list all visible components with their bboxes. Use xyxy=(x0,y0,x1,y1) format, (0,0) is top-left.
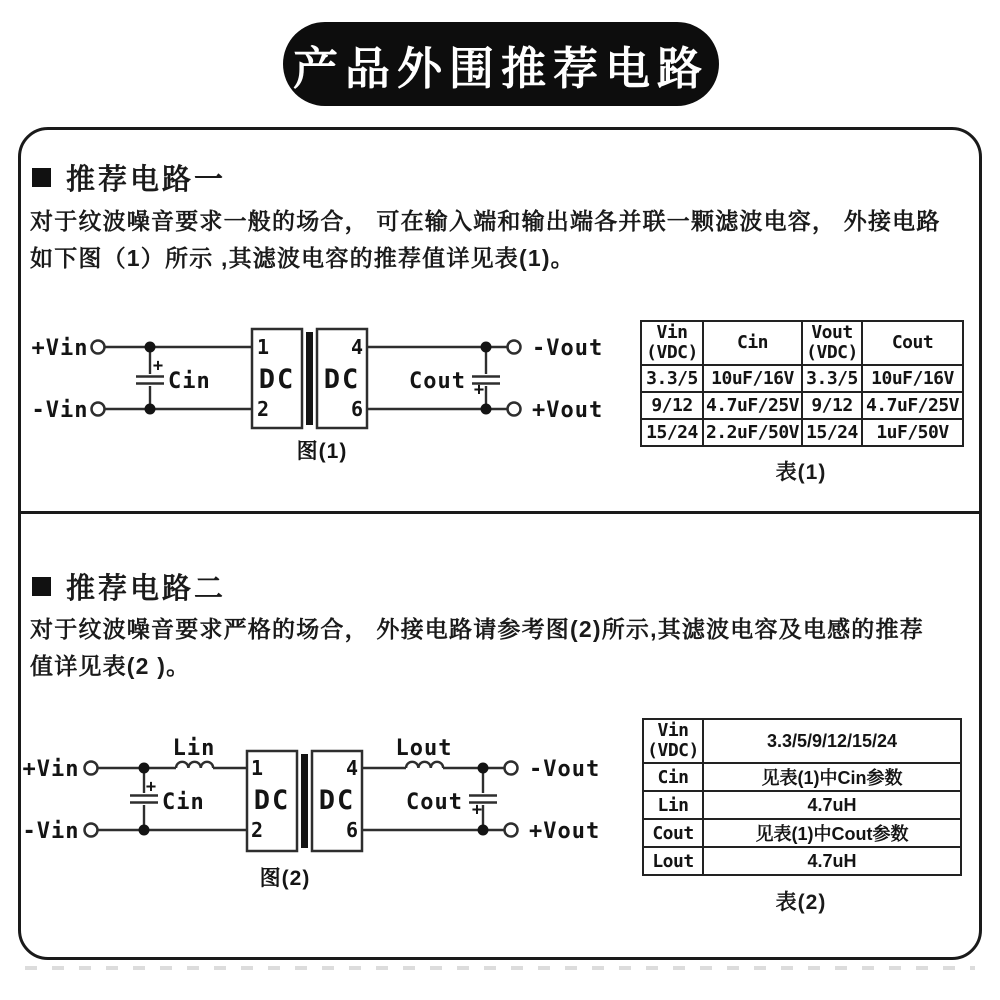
junction-dot xyxy=(139,825,150,836)
section1-para-line2: 如下图（1）所示 ,其滤波电容的推荐值详见表(1)。 xyxy=(30,245,575,271)
inductor-lout xyxy=(406,762,443,768)
table2-header-row xyxy=(643,719,961,763)
table-1 xyxy=(640,320,964,447)
label-pin1: 1 xyxy=(257,335,270,359)
section2-paragraph xyxy=(30,611,980,685)
table-cell: 4.7uF/25V xyxy=(703,392,802,419)
label-cout-polarity: + xyxy=(471,800,483,820)
label-pin4: 4 xyxy=(345,756,358,780)
circuit-diagram-1 xyxy=(20,310,620,475)
terminal-vin-neg xyxy=(85,824,98,837)
section1-paragraph xyxy=(30,203,980,277)
table-cell: 9/12 xyxy=(641,392,703,419)
table-row xyxy=(643,847,961,875)
table1-caption: 表(1) xyxy=(775,461,827,484)
label-lout: Lout xyxy=(395,736,453,761)
label-dc-left: DC xyxy=(258,364,296,395)
junction-dot xyxy=(145,404,156,415)
label-vin-neg: -Vin xyxy=(22,819,80,844)
table-cell: 9/12 xyxy=(802,392,862,419)
label-pin6: 6 xyxy=(345,818,358,842)
label-vin-neg: -Vin xyxy=(31,398,89,423)
junction-dot xyxy=(478,763,489,774)
table-row xyxy=(641,419,963,446)
table-cell: 见表(1)中Cin参数 xyxy=(703,763,961,791)
table1-header-vout: Vout (VDC) xyxy=(802,321,862,365)
label-vout-neg: -Vout xyxy=(529,757,601,782)
table1-header-row xyxy=(641,321,963,365)
table-cell: 4.7uH xyxy=(703,791,961,819)
label-vout-neg: -Vout xyxy=(532,336,604,361)
table-cell: 3.3/5 xyxy=(802,365,862,392)
table1-header-vin: Vin (VDC) xyxy=(641,321,703,365)
terminal-vin-pos xyxy=(85,762,98,775)
label-dc-right: DC xyxy=(318,785,356,816)
page-title: 产品外围推荐电路 xyxy=(292,42,709,94)
label-vout-pos: +Vout xyxy=(529,819,601,844)
table-row xyxy=(643,763,961,791)
isolation-bar xyxy=(306,332,313,425)
circuit-diagram-2 xyxy=(20,700,620,900)
section1-para-line1: 对于纹波噪音要求一般的场合， 可在输入端和输出端各并联一颗滤波电容， 外接电路 xyxy=(30,208,941,234)
label-cout: Cout xyxy=(406,790,463,815)
table2-caption: 表(2) xyxy=(775,891,827,914)
figure1-caption: 图(1) xyxy=(296,440,348,463)
junction-dot xyxy=(139,763,150,774)
table-cell: 10uF/16V xyxy=(862,365,963,392)
isolation-bar xyxy=(301,754,308,848)
section2-heading xyxy=(32,569,226,603)
section1-heading xyxy=(32,160,226,194)
inductor-lin xyxy=(176,762,213,768)
terminal-vin-pos xyxy=(92,341,105,354)
label-lin: Lin xyxy=(172,736,216,761)
label-cin: Cin xyxy=(168,369,211,394)
junction-dot xyxy=(481,342,492,353)
table-cell: 4.7uH xyxy=(703,847,961,875)
terminal-vout-pos xyxy=(508,403,521,416)
bottom-dashed-line xyxy=(25,966,975,970)
table-cell: 1uF/50V xyxy=(862,419,963,446)
label-vin-pos: +Vin xyxy=(31,336,89,361)
section-divider xyxy=(21,511,979,514)
table-cell: Cin xyxy=(643,763,703,791)
label-dc-right: DC xyxy=(323,364,361,395)
section2-heading-text: 推荐电路二 xyxy=(66,572,227,605)
table-cell: Cout xyxy=(643,819,703,847)
table-cell: 见表(1)中Cout参数 xyxy=(703,819,961,847)
square-bullet-icon xyxy=(32,577,51,596)
terminal-vout-neg xyxy=(505,762,518,775)
table2-key-vin: Vin (VDC) xyxy=(643,719,703,763)
terminal-vout-pos xyxy=(505,824,518,837)
label-vin-pos: +Vin xyxy=(22,757,80,782)
table-cell: 3.3/5 xyxy=(641,365,703,392)
label-vout-pos: +Vout xyxy=(532,398,604,423)
table-cell: 2.2uF/50V xyxy=(703,419,802,446)
label-cin: Cin xyxy=(162,790,205,815)
square-bullet-icon xyxy=(32,168,51,187)
label-cout-polarity: + xyxy=(473,380,485,400)
label-pin2: 2 xyxy=(257,397,270,421)
table-cell: 15/24 xyxy=(641,419,703,446)
label-pin1: 1 xyxy=(251,756,264,780)
section1-heading-text: 推荐电路一 xyxy=(66,163,227,196)
junction-dot xyxy=(478,825,489,836)
table-row xyxy=(641,392,963,419)
table-cell: Lin xyxy=(643,791,703,819)
table-row xyxy=(643,819,961,847)
table-cell: 15/24 xyxy=(802,419,862,446)
junction-dot xyxy=(145,342,156,353)
junction-dot xyxy=(481,404,492,415)
terminal-vin-neg xyxy=(92,403,105,416)
label-pin4: 4 xyxy=(350,335,363,359)
terminal-vout-neg xyxy=(508,341,521,354)
table1-header-cin: Cin xyxy=(703,321,802,365)
table-row xyxy=(643,791,961,819)
label-pin2: 2 xyxy=(251,818,264,842)
label-cin-polarity: + xyxy=(145,777,157,797)
table-cell: Lout xyxy=(643,847,703,875)
table-row xyxy=(641,365,963,392)
table-cell: 4.7uF/25V xyxy=(862,392,963,419)
label-dc-left: DC xyxy=(253,785,291,816)
label-pin6: 6 xyxy=(350,397,363,421)
section2-para-line2: 值详见表(2 )。 xyxy=(30,653,191,679)
label-cout: Cout xyxy=(409,369,466,394)
table-2 xyxy=(642,718,962,876)
figure2-caption: 图(2) xyxy=(259,867,311,890)
section2-para-line1: 对于纹波噪音要求严格的场合， 外接电路请参考图(2)所示,其滤波电容及电感的推荐 xyxy=(30,616,924,642)
table2-value-vin: 3.3/5/9/12/15/24 xyxy=(703,719,961,763)
title-badge xyxy=(283,22,719,106)
table-cell: 10uF/16V xyxy=(703,365,802,392)
table1-header-cout: Cout xyxy=(862,321,963,365)
label-cin-polarity: + xyxy=(152,356,164,376)
